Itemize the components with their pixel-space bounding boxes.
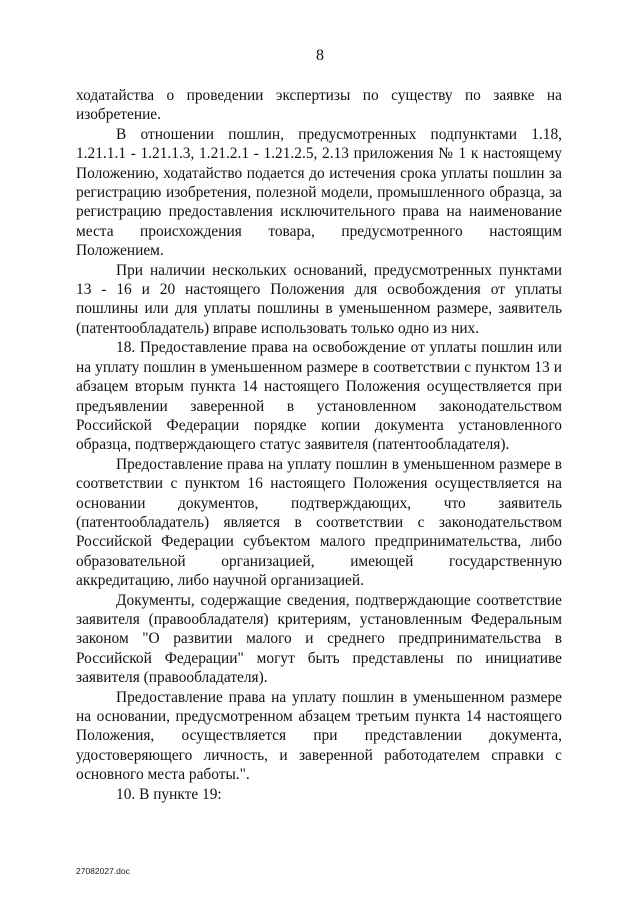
paragraph-reduced-fee-item-14: Предоставление права на уплату пошлин в уменьшенном размере на основании, предусмотренном абзацем третьим пункта 14 настоящего Положения, осуществляется при представлении документа, удостоверяющего личность, и заверенной работодателем справки с основного места работы.". (76, 688, 562, 784)
footer-filename: 27082027.doc (76, 866, 130, 876)
paragraph-continuation: ходатайства о проведении экспертизы по существу по заявке на изобретение. (76, 87, 562, 124)
paragraph-reduced-fee-item-16: Предоставление права на уплату пошлин в уменьшенном размере в соответствии с пунктом 16 настоящего Положения осуществляется на основании документов, подтверждающих, что заявитель (патентообладатель) является в соответствии с законодательством Российской Федерации субъектом малого предпринимательства, либо образовательной организацией, имеющей государственную аккредитацию, либо научной организацией. (76, 455, 562, 590)
page-number: 8 (316, 47, 324, 64)
paragraph-multiple-grounds: При наличии нескольких оснований, предусмотренных пунктами 13 - 16 и 20 настоящего Положения для освобождения от уплаты пошлины или для уплаты пошлины в уменьшенном размере, заявитель (патентообладатель) вправе использовать только одно из них. (76, 261, 562, 337)
paragraph-item-18: 18. Предоставление права на освобождение от уплаты пошлин или на уплату пошлин в уменьшенном размере в соответствии с пунктом 13 и абзацем вторым пункта 14 настоящего Положения осуществляется при предъявлении заверенной в установленном законодательством Российской Федерации порядке копии документа установленного образца, подтверждающего статус заявителя (патентообладателя). (76, 339, 562, 454)
document-body (76, 86, 562, 804)
paragraph-fee-petition-deadline: В отношении пошлин, предусмотренных подпунктами 1.18, 1.21.1.1 - 1.21.1.3, 1.21.2.1 - 1.21.2.5, 2.13 приложения № 1 к настоящему Положению, ходатайство подается до истечения срока уплаты пошлин за регистрацию изобретения, полезной модели, промышленного образца, за регистрацию предоставления исключительного права на наименование места происхождения товара, предусмотренного настоящим Положением. (76, 125, 562, 260)
paragraph-supporting-documents: Документы, содержащие сведения, подтверждающие соответствие заявителя (правообладателя) критериям, установленным Федеральным законом "О развитии малого и среднего предпринимательства в Российской Федерации" могут быть представлены по инициативе заявителя (правообладателя). (76, 591, 562, 687)
paragraph-item-19-heading: 10. В пункте 19: (116, 785, 222, 803)
